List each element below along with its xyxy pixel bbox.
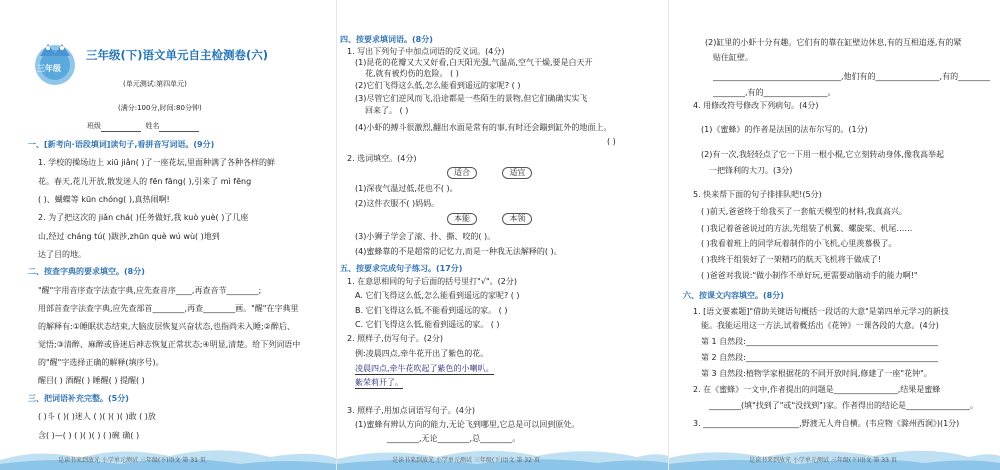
q5-5-d: ( )我终于组装好了一架精巧的航天飞机将于做成了! xyxy=(701,255,881,264)
q4-2-4: (4)蜜蜂靠的不是超常的记忆力,而是一种我无法解释的( )。 xyxy=(355,247,562,256)
q1-1-line2: 花。春天,花儿开放,散发迷人的 fēn fāng( ),引来了 mì fēng xyxy=(38,177,252,186)
q6-1-para2: 第 2 自然段:________________________________________________ xyxy=(701,353,938,362)
q6-2b: ________(填"找到了"或"没找到")家。作者得出的结论是________________。 xyxy=(709,401,978,410)
q3-line2: 含( )—( ) ( )( )( ) ( )碗 确( ) xyxy=(38,431,140,440)
page-footer: 是读书来到放光 小学单元测试 三年级(下)语文 第 32 页 xyxy=(392,457,540,464)
q2-line2: 用部首查字法查字典,应先查部首________,再查________画。"醒"在字典里 xyxy=(38,304,299,313)
q5-5-b: ( )我记着爸爸说过的方法,先组装了机翼、螺旋桨、机尾…… xyxy=(701,224,913,233)
q5-4-1: (1)《蜜蜂》的作者是法国的法布尔写的。(1分) xyxy=(701,125,868,134)
score-time: (满分:100分,时间:80分钟) xyxy=(118,104,202,112)
q5-2-example: 例:凌晨四点,牵牛花开出了紫色的花。 xyxy=(355,349,489,358)
choice-tags-2: 本能 本领 xyxy=(447,213,532,225)
q6-1-para3: 第 3 自然段:植物学家根据花的不同开放时间,修建了一座"花钟"。 xyxy=(701,369,932,378)
q1-1-line3: ( )、蝴蝶等 kūn chóng( ),真热闹啊! xyxy=(38,195,170,204)
q6-3: 3. ________________________,野渡无人舟自横。(韦应物《滁州西涧》)(1分) xyxy=(693,419,960,428)
q2-line4: 觉悟;③清醉、麻醉或昏迷后神志恢复正常状态;④明显,清楚。给下列词语中 xyxy=(38,340,301,349)
section-3-heading: 三、把词语补充完整。(5分) xyxy=(28,394,129,403)
q5-5-a: ( )前天,爸爸终于给我买了一套航天模型的材料,我真高兴。 xyxy=(701,207,907,216)
q2-words: 醒目( ) 酒醒( ) 睡醒( ) 提醒( ) xyxy=(38,376,145,385)
q5-1-b: B. 它们飞得这么低,不能看到遥远的家。 ( ) xyxy=(355,306,508,315)
section-1-heading: 一、[新考向·语段填词]读句子,看拼音写词语。(9分) xyxy=(28,140,215,149)
q4-1-4-paren: ( ) xyxy=(607,137,616,146)
section-5-heading: 五、按要求完成句子练习。(17分) xyxy=(340,264,463,273)
q1-1-line1: 1. 学校的操场边上 xiū jiǎn( )了一座花坛,里面种满了各种各样的鲜 xyxy=(38,158,276,167)
q5-4-2b: 一把锋利的大刀。(3分) xyxy=(709,166,793,175)
unit-label: (单元测试:第四单元) xyxy=(123,80,187,88)
q1-2-line1: 2. 为了把这次的 jiǎn chá( )任务做好,我 kuò yuè( )了几座 xyxy=(38,213,249,222)
page-33 xyxy=(669,0,1000,470)
q1-2-line2: 山,经过 cháng tú( )跋涉,zhūn què wú wù( )地到 xyxy=(38,232,220,241)
q5-3-prompt: 3. 照样子,用加点词语写句子。(4分) xyxy=(347,406,476,415)
q4-2-1: (1)深夜气温过低,花也不( )。 xyxy=(355,184,458,193)
class-name-fields: 班级 姓名 xyxy=(87,121,199,132)
q5-3-a: (1)蜜蜂有辨认方向的能力,无论飞到哪里,它总是可以回到原处。 xyxy=(355,420,580,429)
q6-1a: 1. [语文要素题]"借助关键语句概括一段话的大意"是第四单元学习的新技 xyxy=(693,307,949,316)
q4-3-2c: ________________________________,他们有的________________,有的________ xyxy=(713,72,991,81)
q5-2-answer: 凌晨四点,牵牛花吹起了紫色的小喇叭。 xyxy=(355,364,494,373)
exam-title: 三年级(下)语文单元自主检测卷(六) xyxy=(86,48,269,62)
q2-line3: 的解释有:①睡眠状态结束,大脑皮层恢复兴奋状态,也指尚未入睡;②醉后、 xyxy=(38,322,295,331)
q4-3-2a: (2)缸里的小虾十分有趣。它们有的靠在缸壁边休息,有的互相追逐,有的紧 xyxy=(705,38,962,47)
q5-2-prompt: 2. 照样子,仿写句子。(2分) xyxy=(347,334,444,343)
q5-4-prompt: 4. 用修改符号修改下列病句。(4分) xyxy=(693,101,819,110)
q5-1-c: C. 它们飞得这么低,能看到遥远的家。 ( ) xyxy=(355,320,500,329)
q3-line1: ( )斗 ( )( )迷人 ( )( )( )( )敢 ( )放 xyxy=(38,412,156,421)
q2-line1: "醒"字用音序查字法查字典,应先查音序____,再查音节________; xyxy=(38,286,262,295)
q4-1-3a: (3)尽管它们逆风而飞,沿途都是一些陌生的景物,但它们确确实实飞 xyxy=(355,94,588,103)
q6-1b: 能。我能运用这一方法,试着概括出《花钟》一课各段的大意。(4分) xyxy=(701,321,939,330)
q4-3-2b: 贴住缸壁。 xyxy=(713,53,753,62)
logo-text: 三年级 xyxy=(37,64,61,73)
q4-1-1a: (1)昆花的花瓣又大又好看,白天阳光强,气温高,空气干燥,要是白天开 xyxy=(355,58,593,67)
q4-1-3b: 回来了。 ( ) xyxy=(365,106,409,115)
q4-1-prompt: 1. 写出下列句子中加点词语的反义词。(4分) xyxy=(347,47,505,56)
q1-2-line3: 达了目的地。 xyxy=(38,250,86,259)
q5-1-a: A. 它们飞得这么低,怎么能看到遥远的家呢? ( ) xyxy=(355,291,520,300)
q5-1-prompt: 1. 在意思相同的句子后面的括号里打"√"。(2分) xyxy=(347,277,517,286)
choice-tags-1: 适合 适宜 xyxy=(447,167,532,179)
section-2-heading: 二、按查字典的要求填空。(8分) xyxy=(28,267,145,276)
q5-5-prompt: 5. 快来帮下面的句子排排队吧!(5分) xyxy=(693,190,822,199)
q4-2-2: (2)这件衣服不( )妈妈。 xyxy=(355,199,440,208)
q5-4-2a: (2)有一次,我轻轻点了它一下用一根小棍,它立刻转动身体,像我高举起 xyxy=(701,150,944,159)
q4-2-3: (3)小狮子学会了滚、扑、撕、咬的( )。 xyxy=(355,232,496,241)
q6-2a: 2. 在《蜜蜂》一文中,作者提出的问题是________________,结果是蜜蜂 xyxy=(693,385,941,394)
page-footer: 是读书来到放光 小学单元测试 三年级(下)语文 第 31 页 xyxy=(58,457,206,464)
page-32 xyxy=(337,0,669,470)
section-4-heading: 四、按要求填词语。(8分) xyxy=(340,35,433,44)
q5-3-b: ________,无论________,总________。 xyxy=(387,434,521,443)
q4-2-prompt: 2. 选词填空。(4分) xyxy=(347,154,417,163)
page-31 xyxy=(0,0,337,470)
q4-1-1b: 花,就有被灼伤的危险。 ( ) xyxy=(365,69,459,78)
q4-1-2: (2)它们飞得这么低,怎么能看到遥远的家呢? ( ) xyxy=(355,81,521,90)
q5-5-e: ( )爸爸对我说:"做小制作不单好玩,更需要动脑动手的能力啊!" xyxy=(701,271,918,280)
section-6-heading: 六、按课文内容填空。(8分) xyxy=(683,291,784,300)
q4-1-4: (4)小虾的搏斗很激烈,翻出水面是常有的事,有时还会蹦到缸外的地面上。 xyxy=(355,123,612,132)
page-footer: 是读书来到放光 小学单元测试 三年级(下)语文 第 33 页 xyxy=(749,457,897,464)
q4-3-2d: ________,有的________________。 xyxy=(713,88,836,97)
q5-2-answer2: 紫荣莉开了。 xyxy=(355,378,403,387)
q6-1-para1: 第 1 自然段:________________________________________________ xyxy=(701,337,938,346)
q5-5-c: ( )我看着班上的同学玩着制作的小飞机,心里羡慕极了。 xyxy=(701,239,897,248)
q2-line5: 的"醒"字选择正确的解释(填序号)。 xyxy=(38,358,164,367)
